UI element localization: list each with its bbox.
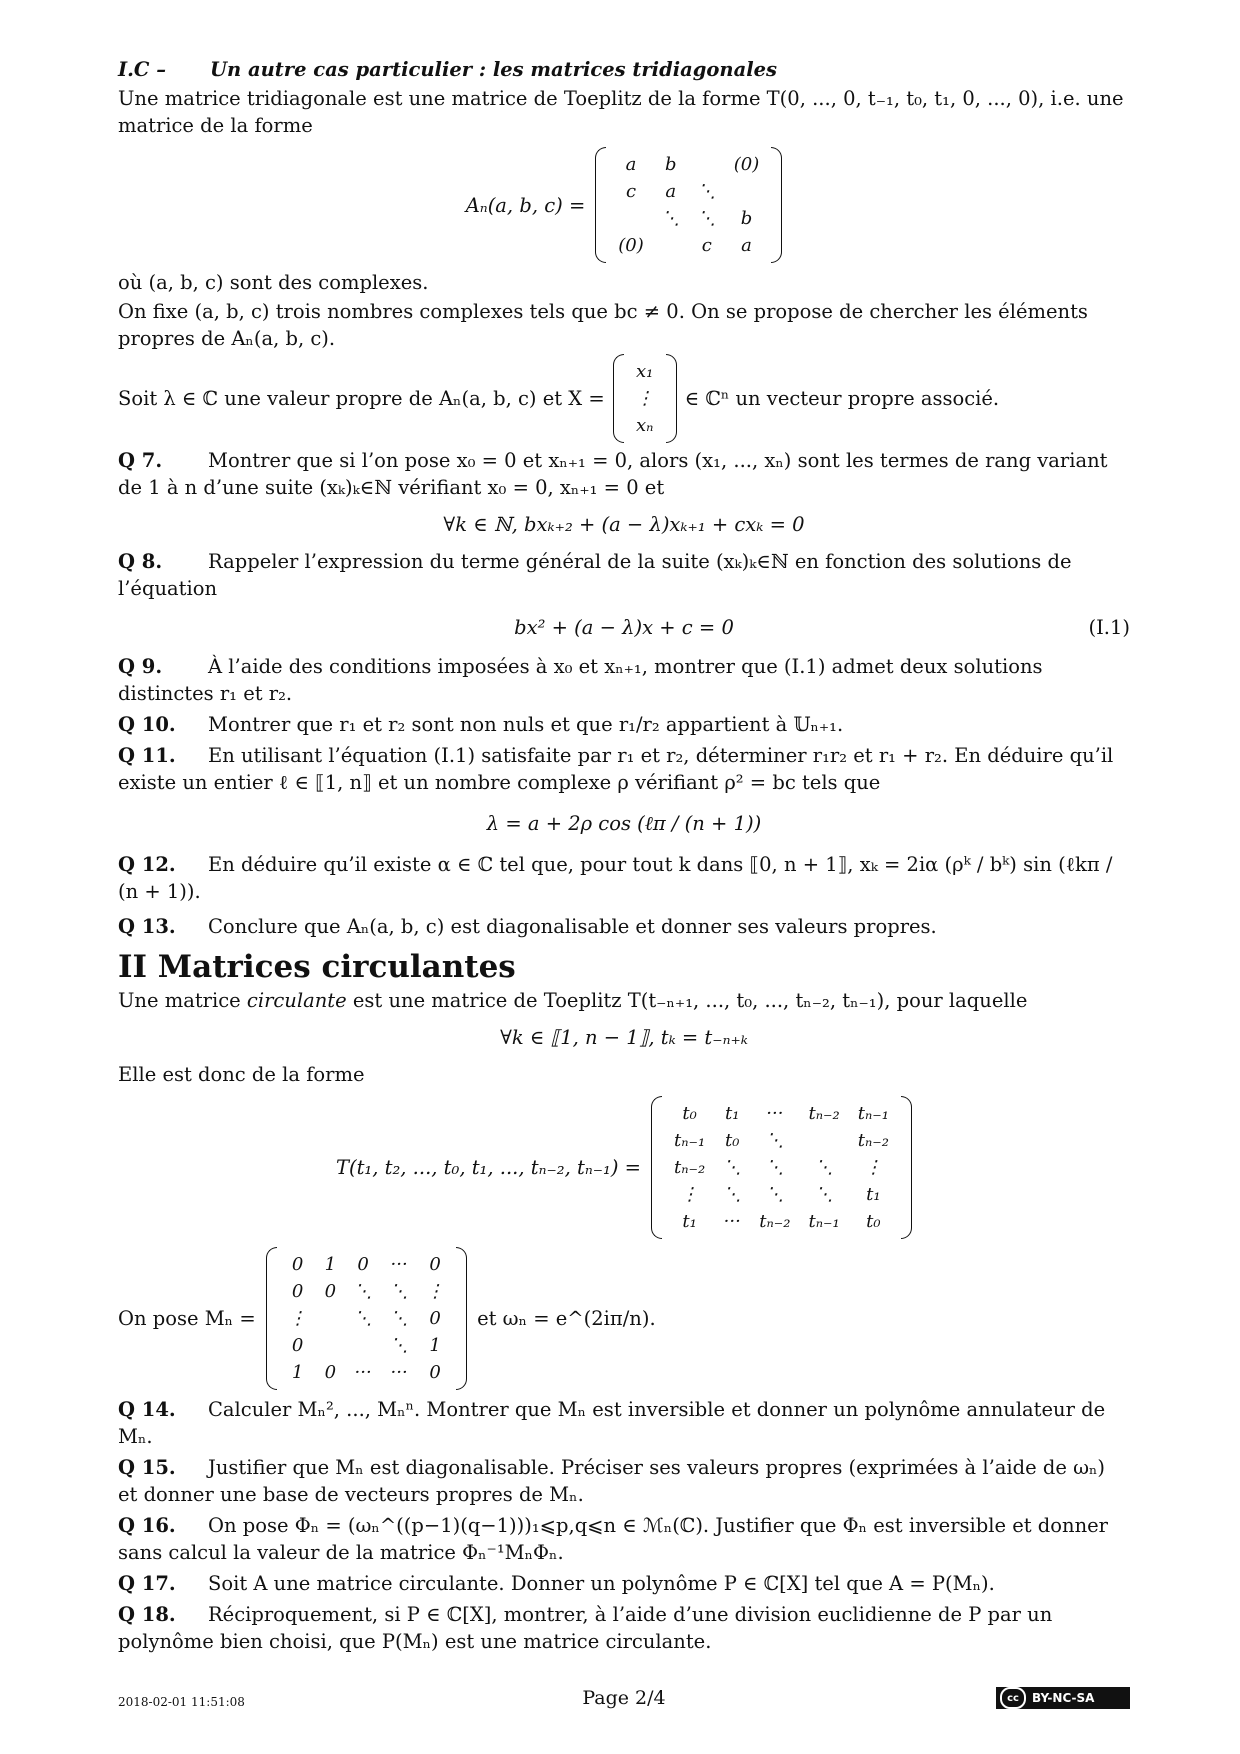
characteristic-equation-row <box>118 614 1130 641</box>
question-text: Justifier que Mₙ est diagonalisable. Préciser ses valeurs propres (exprimées à l’aide de ωₙ) et donner une base de vecteurs propres de Mₙ. <box>118 1456 1106 1506</box>
question-number: Q 8. <box>118 550 163 573</box>
matrix-cell: 0 <box>429 1362 441 1383</box>
question-text: Réciproquement, si P ∈ ℂ[X], montrer, à l’aide d’une division euclidienne de P par un polynôme bien choisi, que P(Mₙ) est une matrice circulante. <box>118 1603 1053 1653</box>
question-text: En utilisant l’équation (I.1) satisfaite par r₁ et r₂, déterminer r₁r₂ et r₁ + r₂. En déduire qu’il existe un entier ℓ ∈ ⟦1, n⟧ et un nombre complexe ρ vérifiant ρ² = bc tels que <box>118 744 1114 794</box>
matrix-cell: t₁ <box>725 1103 740 1124</box>
question-12 <box>118 851 1130 905</box>
footer-timestamp: 2018-02-01 11:51:08 <box>118 1695 245 1709</box>
matrix-cell: c <box>701 235 712 256</box>
matrix-cell: 0 <box>291 1335 304 1356</box>
question-text: Soit A une matrice circulante. Donner un polynôme P ∈ ℂ[X] tel que A = P(Mₙ). <box>208 1572 995 1595</box>
matrix-cell: ⋱ <box>354 1308 373 1329</box>
matrix-cell: a <box>741 235 752 256</box>
matrix-cell: 0 <box>429 1308 441 1329</box>
matrix-cell: ⋱ <box>697 208 716 229</box>
matrix-cell: ⋱ <box>697 181 716 202</box>
vector-cell: ⋮ <box>635 388 654 409</box>
matrix-cell: (0) <box>733 154 760 175</box>
paragraph-circulante <box>118 987 1130 1014</box>
matrix-cell: b <box>740 208 753 229</box>
question-14 <box>118 1396 1130 1450</box>
matrix-cell: ⋱ <box>390 1308 409 1329</box>
question-11 <box>118 742 1130 796</box>
matrix-cell: ⋱ <box>390 1281 409 1302</box>
matrix-cell: ⋮ <box>680 1184 699 1205</box>
matrix-cell <box>316 1332 345 1359</box>
section-heading-ic <box>118 56 1130 83</box>
circulant-condition: ∀k ∈ ⟦1, n − 1⟧, tₖ = t₋ₙ₊ₖ <box>500 1026 748 1049</box>
matrix-cell: 0 <box>291 1281 304 1302</box>
m-matrix-block <box>118 1247 1130 1390</box>
question-number: Q 9. <box>118 655 163 678</box>
matrix-cell: 1 <box>291 1362 304 1383</box>
question-10 <box>118 711 1130 738</box>
matrix-cell: 0 <box>291 1254 304 1275</box>
recurrence-equation: ∀k ∈ ℕ, bxₖ₊₂ + (a − λ)xₖ₊₁ + cxₖ = 0 <box>443 513 805 536</box>
paragraph-intro: Une matrice tridiagonale est une matrice de Toeplitz de la forme T(0, ..., 0, t₋₁, t₀, t₁, 0, ..., 0), i.e. une matrice de la forme <box>118 87 1124 137</box>
matrix-cell: ⋱ <box>661 208 680 229</box>
question-text: En déduire qu’il existe α ∈ ℂ tel que, pour tout k dans ⟦0, n + 1⟧, xₖ = 2iα (ρᵏ / bᵏ) sin (ℓkπ / (n + 1)). <box>118 853 1113 903</box>
eigen-vector-line <box>118 354 1130 443</box>
matrix-cell: 0 <box>324 1281 337 1302</box>
question-number: Q 16. <box>118 1514 176 1537</box>
question-text: Montrer que si l’on pose x₀ = 0 et xₙ₊₁ = 0, alors (x₁, ..., xₙ) sont les termes de rang variant de 1 à n d’une suite (xₖ)ₖ∈ℕ vérifiant x₀ = 0, xₙ₊₁ = 0 et <box>118 449 1108 499</box>
matrix-cell: tₙ₋₂ <box>674 1157 706 1178</box>
vector-cell: xₙ <box>635 415 654 436</box>
question-text: Conclure que Aₙ(a, b, c) est diagonalisable et donner ses valeurs propres. <box>208 915 937 938</box>
matrix-cell: 1 <box>324 1254 337 1275</box>
matrix-cell <box>689 151 725 178</box>
matrix-cell: ⋱ <box>723 1184 742 1205</box>
question-18 <box>118 1601 1130 1655</box>
circulant-matrix <box>651 1096 912 1239</box>
matrix-cell: ⋱ <box>815 1157 834 1178</box>
question-number: Q 17. <box>118 1572 176 1595</box>
matrix-cell: ··· <box>723 1211 741 1232</box>
question-number: Q 10. <box>118 713 176 736</box>
intro-before: Une matrice <box>118 989 247 1012</box>
matrix-cell: (0) <box>618 235 644 256</box>
matrix-cell: tₙ₋₁ <box>808 1211 840 1232</box>
section-title: Un autre cas particulier : les matrices tridiagonales <box>210 58 778 81</box>
matrix-cell <box>800 1127 849 1154</box>
matrix-cell: 0 <box>324 1362 337 1383</box>
license-text: BY-NC-SA <box>1032 1691 1095 1705</box>
shift-matrix <box>266 1247 467 1390</box>
matrix-cell: tₙ₋₂ <box>759 1211 791 1232</box>
matrix-cell: tₙ₋₁ <box>857 1103 890 1124</box>
matrix-cell: tₙ₋₁ <box>674 1130 706 1151</box>
matrix-cell: t₀ <box>725 1130 740 1151</box>
equation-tag: (I.1) <box>1088 616 1130 639</box>
question-text: On pose Φₙ = (ωₙ^((p−1)(q−1)))₁⩽p,q⩽n ∈ ℳₙ(ℂ). Justifier que Φₙ est inversible et donner sans calcul la valeur de la matrice Φₙ⁻¹MₙΦₙ. <box>118 1514 1108 1564</box>
cc-icon: cc <box>1000 1687 1026 1709</box>
question-number: Q 18. <box>118 1603 176 1626</box>
matrix-lhs: Aₙ(a, b, c) = <box>465 193 586 217</box>
question-text: Montrer que r₁ et r₂ sont non nuls et que r₁/r₂ appartient à 𝕌ₙ₊₁. <box>208 713 844 736</box>
question-8 <box>118 548 1130 602</box>
matrix-cell <box>345 1332 381 1359</box>
lambda-equation: λ = a + 2ρ cos (ℓπ / (n + 1)) <box>486 812 762 835</box>
question-13 <box>118 913 1130 940</box>
matrix-cell: t₁ <box>866 1184 881 1205</box>
matrix-cell: ··· <box>390 1254 408 1275</box>
matrix-cell: ⋱ <box>765 1130 784 1151</box>
matrix-cell: tₙ₋₂ <box>857 1130 890 1151</box>
paragraph-fix: On fixe (a, b, c) trois nombres complexes tels que bc ≠ 0. On se propose de chercher les éléments propres de Aₙ(a, b, c). <box>118 300 1088 350</box>
section-heading-ii: II Matrices circulantes <box>118 949 516 985</box>
matrix-cell: tₙ₋₂ <box>808 1103 840 1124</box>
matrix-cell: ⋱ <box>723 1157 742 1178</box>
page-footer <box>118 1687 1130 1717</box>
question-15 <box>118 1454 1130 1508</box>
matrix-cell <box>609 205 653 232</box>
matrix-cell: b <box>665 154 677 175</box>
circulant-lhs: T(t₁, t₂, ..., t₀, t₁, ..., tₙ₋₂, tₙ₋₁) = <box>335 1156 642 1179</box>
paragraph-form: Elle est donc de la forme <box>118 1063 365 1086</box>
matrix-cell: a <box>665 181 677 202</box>
question-16 <box>118 1512 1130 1566</box>
matrix-cell: ⋱ <box>354 1281 373 1302</box>
question-text: Rappeler l’expression du terme général de la suite (xₖ)ₖ∈ℕ en fonction des solutions de l’équation <box>118 550 1072 600</box>
matrix-cell: a <box>625 154 637 175</box>
question-number: Q 13. <box>118 915 176 938</box>
matrix-cell: ··· <box>766 1103 784 1124</box>
matrix-cell: ··· <box>390 1362 408 1383</box>
matrix-cell: ··· <box>354 1362 372 1383</box>
matrix-cell: ⋱ <box>390 1335 409 1356</box>
matrix-cell: 0 <box>429 1254 441 1275</box>
question-9 <box>118 653 1130 707</box>
matrix-cell: 1 <box>429 1335 441 1356</box>
question-number: Q 15. <box>118 1456 176 1479</box>
question-number: Q 12. <box>118 853 176 876</box>
matrix-cell: t₀ <box>866 1211 881 1232</box>
paragraph-complexes: où (a, b, c) sont des complexes. <box>118 271 429 294</box>
intro-after: est une matrice de Toeplitz T(t₋ₙ₊₁, ..., t₀, ..., tₙ₋₂, tₙ₋₁), pour laquelle <box>346 989 1028 1012</box>
tridiagonal-matrix <box>595 147 782 263</box>
matrix-cell <box>725 178 769 205</box>
license-badge <box>996 1687 1130 1709</box>
matrix-cell: ⋱ <box>815 1184 834 1205</box>
soit-after-text: ∈ ℂⁿ un vecteur propre associé. <box>684 387 1000 410</box>
question-number: Q 14. <box>118 1398 176 1421</box>
matrix-cell: 0 <box>357 1254 369 1275</box>
matrix-cell <box>316 1305 345 1332</box>
section-number: I.C – <box>118 58 166 81</box>
characteristic-equation: bx² + (a − λ)x + c = 0 <box>514 616 734 639</box>
matrix-cell: ⋮ <box>288 1308 307 1329</box>
matrix-cell: t₁ <box>682 1211 697 1232</box>
tridiagonal-matrix-block <box>118 147 1130 263</box>
intro-italic: circulante <box>246 989 347 1012</box>
question-text: Calculer Mₙ², ..., Mₙⁿ. Montrer que Mₙ est inversible et donner un polynôme annulateur de Mₙ. <box>118 1398 1106 1448</box>
matrix-cell: ⋮ <box>864 1157 883 1178</box>
matrix-cell: ⋱ <box>765 1184 784 1205</box>
matrix-cell: ⋱ <box>765 1157 784 1178</box>
question-7 <box>118 447 1130 501</box>
question-17 <box>118 1570 1130 1597</box>
footer-page-number: Page 2/4 <box>582 1687 666 1709</box>
page-body <box>118 56 1130 1659</box>
vector-cell: x₁ <box>636 361 654 382</box>
pose-text: On pose Mₙ = <box>118 1307 256 1330</box>
eigen-vector <box>613 354 677 443</box>
circulant-matrix-block <box>118 1096 1130 1239</box>
question-text: À l’aide des conditions imposées à x₀ et xₙ₊₁, montrer que (I.1) admet deux solutions distinctes r₁ et r₂. <box>118 655 1043 705</box>
matrix-cell: ⋮ <box>426 1281 445 1302</box>
question-number: Q 7. <box>118 449 163 472</box>
matrix-cell: c <box>625 181 637 202</box>
matrix-cell <box>653 232 689 259</box>
question-number: Q 11. <box>118 744 176 767</box>
omega-definition: et ωₙ = e^(2iπ/n). <box>477 1307 656 1330</box>
soit-text: Soit λ ∈ ℂ une valeur propre de Aₙ(a, b, c) et X = <box>118 387 605 410</box>
matrix-cell: t₀ <box>682 1103 697 1124</box>
